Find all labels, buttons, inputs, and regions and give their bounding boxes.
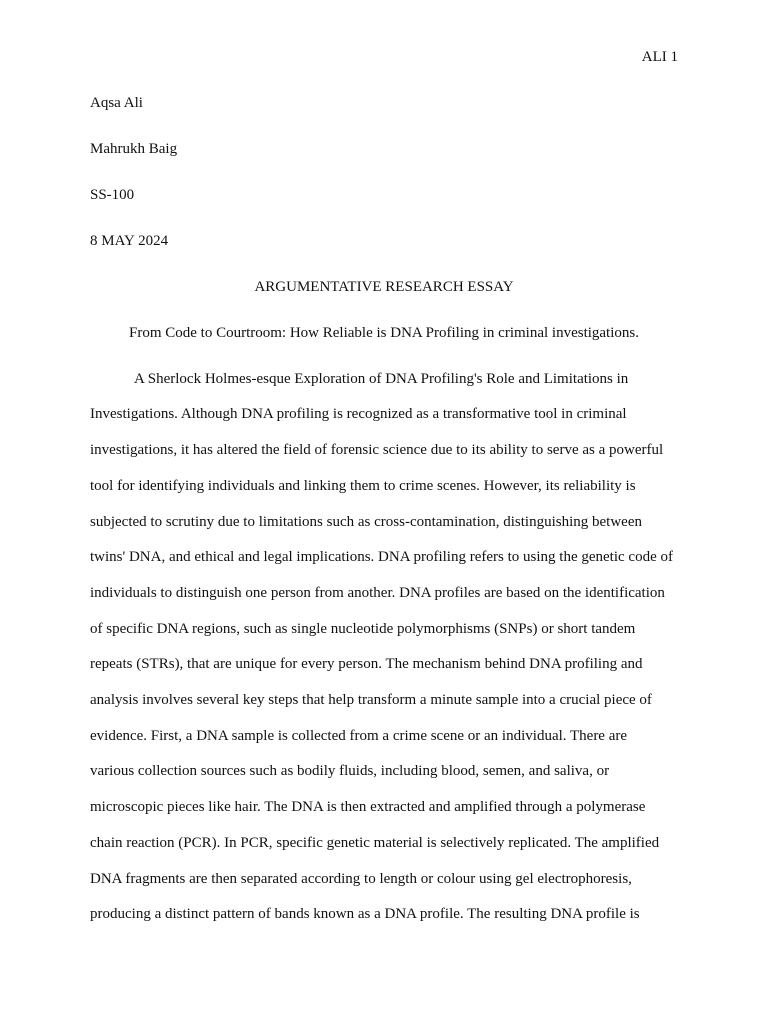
body-line: producing a distinct pattern of bands known as a DNA profile. The resulting DNA profile is (90, 906, 640, 922)
body-line: repeats (STRs), that are unique for every person. The mechanism behind DNA profiling and (90, 656, 643, 672)
submission-date: 8 MAY 2024 (90, 233, 169, 249)
body-line: investigations, it has altered the field of forensic science due to its ability to serve as a powerful (90, 442, 664, 458)
author-name: Aqsa Ali (90, 95, 143, 111)
running-head: ALI 1 (641, 49, 678, 65)
body-line: DNA fragments are then separated according to length or colour using gel electrophoresis, (90, 871, 632, 887)
body-line: of specific DNA regions, such as single nucleotide polymorphisms (SNPs) or short tandem (90, 621, 636, 637)
body-line: chain reaction (PCR). In PCR, specific genetic material is selectively replicated. The amplified (90, 835, 660, 851)
essay-subtitle: From Code to Courtroom: How Reliable is DNA Profiling in criminal investigations. (129, 325, 639, 341)
instructor-name: Mahrukh Baig (90, 141, 178, 157)
body-line: various collection sources such as bodily fluids, including blood, semen, and saliva, or (90, 763, 610, 779)
body-line: twins' DNA, and ethical and legal implications. DNA profiling refers to using the genetic code of (90, 549, 673, 565)
essay-title: ARGUMENTATIVE RESEARCH ESSAY (254, 279, 514, 295)
body-line: A Sherlock Holmes-esque Exploration of DNA Profiling's Role and Limitations in (134, 371, 629, 387)
body-line: microscopic pieces like hair. The DNA is then extracted and amplified through a polymerase (90, 799, 646, 815)
body-line: tool for identifying individuals and linking them to crime scenes. However, its reliability is (90, 478, 636, 494)
body-line: Investigations. Although DNA profiling is recognized as a transformative tool in criminal (90, 406, 627, 422)
body-line: analysis involves several key steps that help transform a minute sample into a crucial piece of (90, 692, 652, 708)
course-code: SS-100 (90, 187, 135, 203)
body-line: individuals to distinguish one person from another. DNA profiles are based on the identification (90, 585, 665, 601)
body-line: subjected to scrutiny due to limitations such as cross-contamination, distinguishing between (90, 514, 642, 530)
body-line: evidence. First, a DNA sample is collected from a crime scene or an individual. There are (90, 728, 628, 744)
